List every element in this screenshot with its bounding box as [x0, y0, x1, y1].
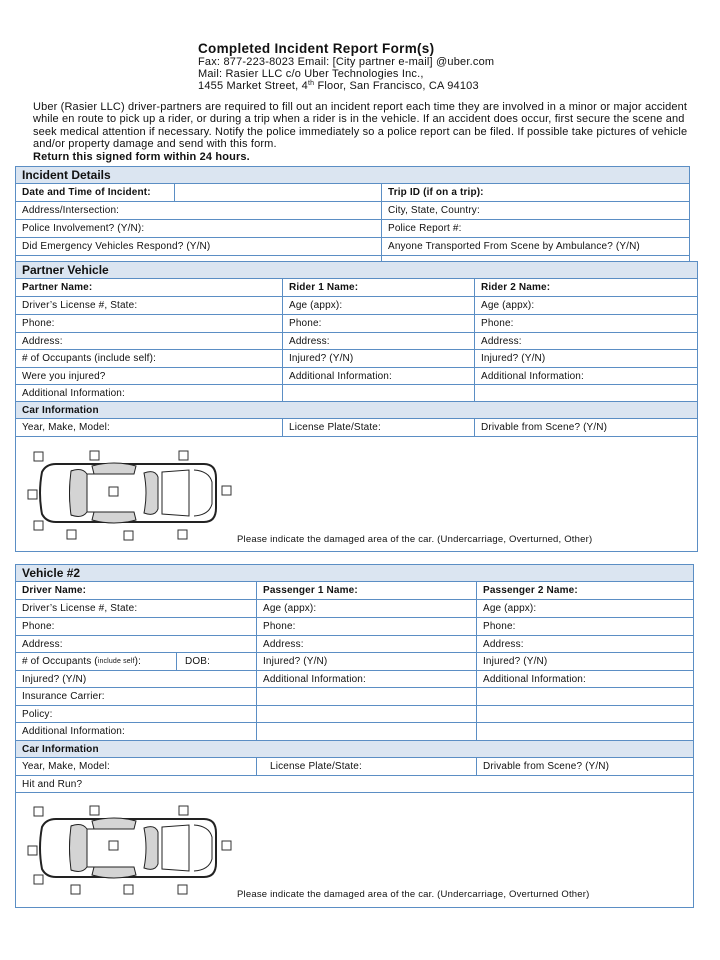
- damage-instruction: Please indicate the damaged area of the car. (Undercarriage, Overturned Other): [237, 889, 590, 900]
- table-row: [16, 419, 697, 437]
- rider2-address-field[interactable]: Address:: [474, 333, 697, 349]
- damage-checkbox[interactable]: [222, 841, 231, 850]
- partner-ymm-field[interactable]: Year, Make, Model:: [22, 422, 110, 433]
- partner-license-field[interactable]: Driver’s License #, State:: [22, 300, 138, 311]
- insurance-carrier-field[interactable]: Insurance Carrier:: [22, 691, 105, 702]
- damage-checkbox[interactable]: [67, 530, 76, 539]
- vehicle2-drivable-field[interactable]: Drivable from Scene? (Y/N): [476, 758, 693, 775]
- incident-details-section: [15, 166, 690, 264]
- driver-license-field[interactable]: Driver’s License #, State:: [22, 603, 138, 614]
- damage-checkbox[interactable]: [90, 451, 99, 460]
- car-damage-diagram: [24, 801, 239, 901]
- table-row: [16, 315, 697, 333]
- table-row: [16, 776, 693, 793]
- incident-row: [16, 184, 689, 202]
- rider1-additional-field[interactable]: Additional Information:: [282, 368, 474, 384]
- intro-paragraph: [33, 101, 693, 163]
- damage-checkbox[interactable]: [179, 806, 188, 815]
- partner-occupants-field[interactable]: # of Occupants (include self):: [22, 353, 157, 364]
- rider1-injured-field[interactable]: Injured? (Y/N): [282, 350, 474, 367]
- rider1-name-field[interactable]: Rider 1 Name:: [282, 279, 474, 296]
- table-row: [16, 582, 693, 600]
- rider1-address-field[interactable]: Address:: [282, 333, 474, 349]
- damage-checkbox[interactable]: [34, 807, 43, 816]
- passenger2-age-field[interactable]: Age (appx):: [476, 600, 693, 617]
- damage-checkbox[interactable]: [178, 885, 187, 894]
- passenger1-additional-field[interactable]: Additional Information:: [256, 671, 476, 687]
- passenger1-phone-field[interactable]: Phone:: [256, 618, 476, 635]
- incident-row: [16, 238, 689, 256]
- blank-cell[interactable]: [256, 723, 476, 740]
- partner-drivable-field[interactable]: Drivable from Scene? (Y/N): [474, 419, 697, 436]
- table-row: [16, 653, 693, 671]
- partner-name-field[interactable]: Partner Name:: [22, 282, 93, 293]
- partner-injured-field[interactable]: Were you injured?: [22, 370, 106, 382]
- table-row: [16, 297, 697, 315]
- car-top-view-icon: [40, 463, 216, 523]
- driver-name-field[interactable]: Driver Name:: [22, 585, 87, 596]
- damage-checkbox[interactable]: [34, 875, 43, 884]
- passenger1-address-field[interactable]: Address:: [256, 636, 476, 652]
- blank-cell[interactable]: [256, 688, 476, 705]
- form-header: [198, 41, 678, 92]
- damage-checkbox[interactable]: [222, 486, 231, 495]
- damage-checkbox[interactable]: [109, 487, 118, 496]
- hit-and-run-field[interactable]: Hit and Run?: [22, 778, 83, 790]
- passenger2-additional-field[interactable]: Additional Information:: [476, 671, 693, 687]
- driver-injured-field[interactable]: Injured? (Y/N): [22, 673, 87, 685]
- table-row: [16, 368, 697, 385]
- passenger2-address-field[interactable]: Address:: [476, 636, 693, 652]
- table-row: [16, 350, 697, 368]
- blank-cell[interactable]: [476, 706, 693, 722]
- table-row: [16, 333, 697, 350]
- address-intersection-field[interactable]: Address/Intersection:: [22, 205, 120, 216]
- table-row: [16, 618, 693, 636]
- damage-checkbox[interactable]: [71, 885, 80, 894]
- damage-checkbox[interactable]: [28, 490, 37, 499]
- partner-phone-field[interactable]: Phone:: [22, 318, 55, 329]
- policy-field[interactable]: Policy:: [22, 708, 53, 720]
- passenger2-phone-field[interactable]: Phone:: [476, 618, 693, 635]
- table-row: [16, 758, 693, 776]
- ambulance-field[interactable]: Anyone Transported From Scene by Ambulance? (Y/N): [381, 238, 689, 255]
- police-involvement-field[interactable]: Police Involvement? (Y/N):: [22, 223, 145, 234]
- damage-checkbox[interactable]: [90, 806, 99, 815]
- address-line: 1455 Market Street, 4th Floor, San Francisco, CA 94103: [198, 80, 479, 92]
- damage-checkbox[interactable]: [124, 531, 133, 540]
- passenger2-injured-field[interactable]: Injured? (Y/N): [476, 653, 693, 670]
- car-damage-diagram: [24, 444, 239, 549]
- car-info-header-row: [16, 402, 697, 419]
- vehicle2-plate-field[interactable]: License Plate/State:: [256, 758, 476, 775]
- return-instruction: Return this signed form within 24 hours.: [33, 150, 250, 163]
- fax-email-line: Fax: 877-223-8023 Email: [City partner e-mail] @uber.com: [198, 56, 495, 68]
- rider2-injured-field[interactable]: Injured? (Y/N): [474, 350, 697, 367]
- damage-checkbox[interactable]: [28, 846, 37, 855]
- damage-checkbox[interactable]: [179, 451, 188, 460]
- blank-cell[interactable]: [476, 688, 693, 705]
- passenger2-name-field[interactable]: Passenger 2 Name:: [476, 582, 693, 599]
- rider2-age-field[interactable]: Age (appx):: [474, 297, 697, 314]
- car-info-title: Car Information: [22, 404, 99, 416]
- date-time-field[interactable]: [174, 184, 381, 201]
- passenger1-injured-field[interactable]: Injured? (Y/N): [256, 653, 476, 670]
- partner-additional-field[interactable]: Additional Information:: [22, 387, 125, 399]
- blank-cell[interactable]: [476, 723, 693, 740]
- blank-cell[interactable]: [282, 385, 474, 401]
- table-row: [16, 385, 697, 402]
- trip-id-field[interactable]: Trip ID (if on a trip):: [381, 184, 689, 201]
- incident-row: [16, 202, 689, 220]
- car-info-header-row: [16, 741, 693, 758]
- passenger1-name-field[interactable]: Passenger 1 Name:: [256, 582, 476, 599]
- car-top-view-icon: [40, 818, 216, 878]
- vehicle2-ymm-field[interactable]: Year, Make, Model:: [22, 761, 110, 772]
- rider1-age-field[interactable]: Age (appx):: [282, 297, 474, 314]
- incident-details-title: Incident Details: [16, 167, 689, 184]
- table-row: [16, 600, 693, 618]
- partner-vehicle-title: Partner Vehicle: [16, 262, 697, 279]
- car-info-title: Car Information: [22, 743, 99, 755]
- rider2-phone-field[interactable]: Phone:: [474, 315, 697, 332]
- date-time-label: Date and Time of Incident:: [22, 187, 151, 198]
- intro-text: Uber (Rasier LLC) driver-partners are required to fill out an incident report each time they are involved in a minor or major accident while en route to pick up a rider, or during a trip when a rider is in the vehicle. If an accident does occur, first secure the scene and seek medical attention if necessary. Notify the police immediately so a police report can be filed. If possible take pictures of vehicle and/or property damage and send with this form.: [33, 101, 688, 151]
- table-row: [16, 723, 693, 741]
- partner-plate-field[interactable]: License Plate/State:: [282, 419, 474, 436]
- partner-address-field[interactable]: Address:: [22, 335, 63, 347]
- city-state-country-field[interactable]: City, State, Country:: [381, 202, 689, 219]
- damage-checkbox[interactable]: [124, 885, 133, 894]
- mail-line: Mail: Rasier LLC c/o Uber Technologies Inc.,: [198, 68, 424, 80]
- emergency-vehicles-field[interactable]: Did Emergency Vehicles Respond? (Y/N): [22, 241, 211, 252]
- driver-dob-field[interactable]: DOB:: [176, 653, 256, 670]
- table-row: [16, 688, 693, 706]
- driver-address-field[interactable]: Address:: [22, 638, 63, 650]
- driver-phone-field[interactable]: Phone:: [22, 621, 55, 632]
- damage-checkbox[interactable]: [178, 530, 187, 539]
- table-row: [16, 279, 697, 297]
- table-row: [16, 671, 693, 688]
- damage-checkbox[interactable]: [34, 521, 43, 530]
- passenger1-age-field[interactable]: Age (appx):: [256, 600, 476, 617]
- damage-instruction: Please indicate the damaged area of the car. (Undercarriage, Overturned, Other): [237, 534, 593, 545]
- rider2-additional-field[interactable]: Additional Information:: [474, 368, 697, 384]
- blank-cell[interactable]: [474, 385, 697, 401]
- incident-row: [16, 220, 689, 238]
- rider2-name-field[interactable]: Rider 2 Name:: [474, 279, 697, 296]
- driver-occupants-field[interactable]: # of Occupants ( include self ):: [22, 656, 142, 667]
- blank-cell[interactable]: [256, 706, 476, 722]
- table-row: [16, 636, 693, 653]
- rider1-phone-field[interactable]: Phone:: [282, 315, 474, 332]
- table-row: [16, 706, 693, 723]
- damage-checkbox[interactable]: [109, 841, 118, 850]
- driver-additional-field[interactable]: Additional Information:: [22, 726, 125, 737]
- police-report-field[interactable]: Police Report #:: [381, 220, 689, 237]
- damage-checkbox[interactable]: [34, 452, 43, 461]
- vehicle-2-title: Vehicle #2: [16, 565, 693, 582]
- form-title: Completed Incident Report Form(s): [198, 41, 435, 56]
